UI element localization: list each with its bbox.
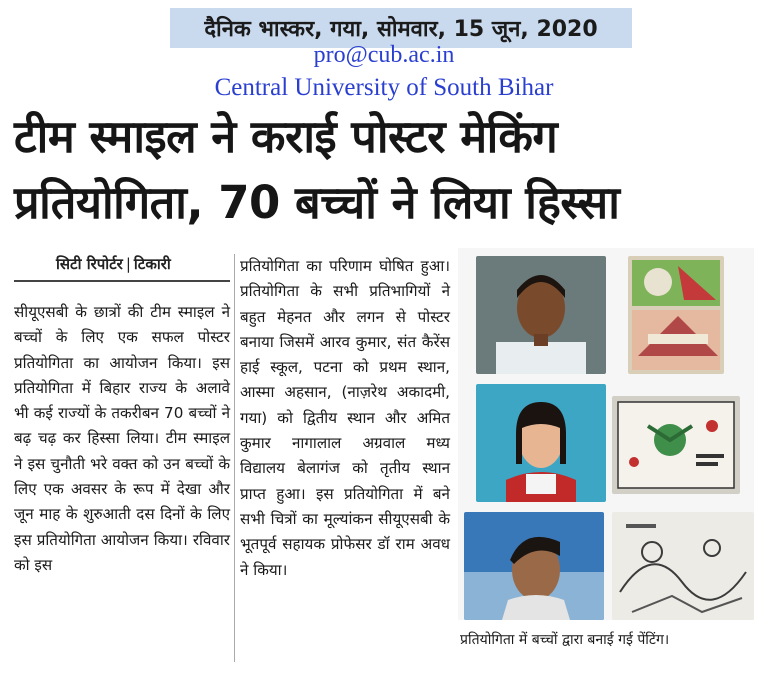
headline-line-1: टीम स्माइल ने कराई पोस्टर मेकिंग	[14, 110, 558, 163]
painting-1	[628, 256, 724, 374]
byline-rule	[14, 280, 230, 282]
winner-photo-2	[476, 384, 606, 502]
photo-caption: प्रतियोगिता में बच्चों द्वारा बनाई गई पेंटिंग।	[460, 632, 670, 648]
boy-portrait-image	[476, 256, 606, 374]
winner-photo-3	[464, 512, 604, 620]
newspaper-masthead: दैनिक भास्कर, गया, सोमवार, 15 जून, 2020	[170, 8, 632, 48]
byline-separator: |	[125, 255, 131, 273]
painting-image	[612, 396, 740, 494]
painting-2	[612, 396, 740, 494]
article-column-2: प्रतियोगिता का परिणाम घोषित हुआ। प्रतियोगिता के सभी प्रतिभागियों ने बहुत मेहनत और लगन से पोस्टर बनाया जिसमें आरव कुमार, संत कैरेंस हाई स्कूल, पटना को प्रथम स्थान, आस्मा अहसान, (नाज़रेथ अकादमी, गया) को द्वितीय स्थान और अमित कुमार नागालाल अग्रवाल मध्य विद्यालय बेलागंज को तृतीय स्थान प्राप्त हुआ। इस प्रतियोगिता में बने सभी चित्रों का मूल्यांकन सीयूएसबी के भूतपूर्व सहायक प्रोफेसर डॉ राम अवध ने किया।	[240, 257, 450, 579]
article-column-1: सीयूएसबी के छात्रों की टीम स्माइल ने बच्चों के लिए एक सफल पोस्टर प्रतियोगिता का आयोजन किया। इस प्रतियोगिता में बिहार राज्य के अलावे भी कई राज्यों के तकरीबन 70 बच्चों ने बढ़ चढ़ कर हिस्सा लिया। टीम स्माइल ने इस चुनौती भरे वक्त को उन बच्चों के लिए एक अवसर के रूप में देखा और जून माह के शुरुआती दस दिनों के लिए इस प्रतियोगिता आयोजन किया। रविवार को इस	[14, 303, 230, 574]
painting-image	[612, 512, 754, 620]
byline-place: टिकारी	[133, 255, 171, 273]
winner-photo-1	[476, 256, 606, 374]
email-link[interactable]: pro@cub.ac.in	[313, 42, 455, 68]
byline-reporter: सिटी रिपोर्टर	[56, 255, 123, 273]
university-name: Central University of South Bihar	[214, 74, 554, 101]
painting-image	[628, 256, 724, 374]
girl-portrait-image	[476, 384, 606, 502]
headline-line-2: प्रतियोगिता, 70 बच्चों ने लिया हिस्सा	[14, 176, 620, 229]
boy-portrait-image	[464, 512, 604, 620]
byline	[56, 254, 171, 274]
painting-3	[612, 512, 754, 620]
column-divider	[234, 254, 235, 662]
headline	[14, 104, 764, 236]
